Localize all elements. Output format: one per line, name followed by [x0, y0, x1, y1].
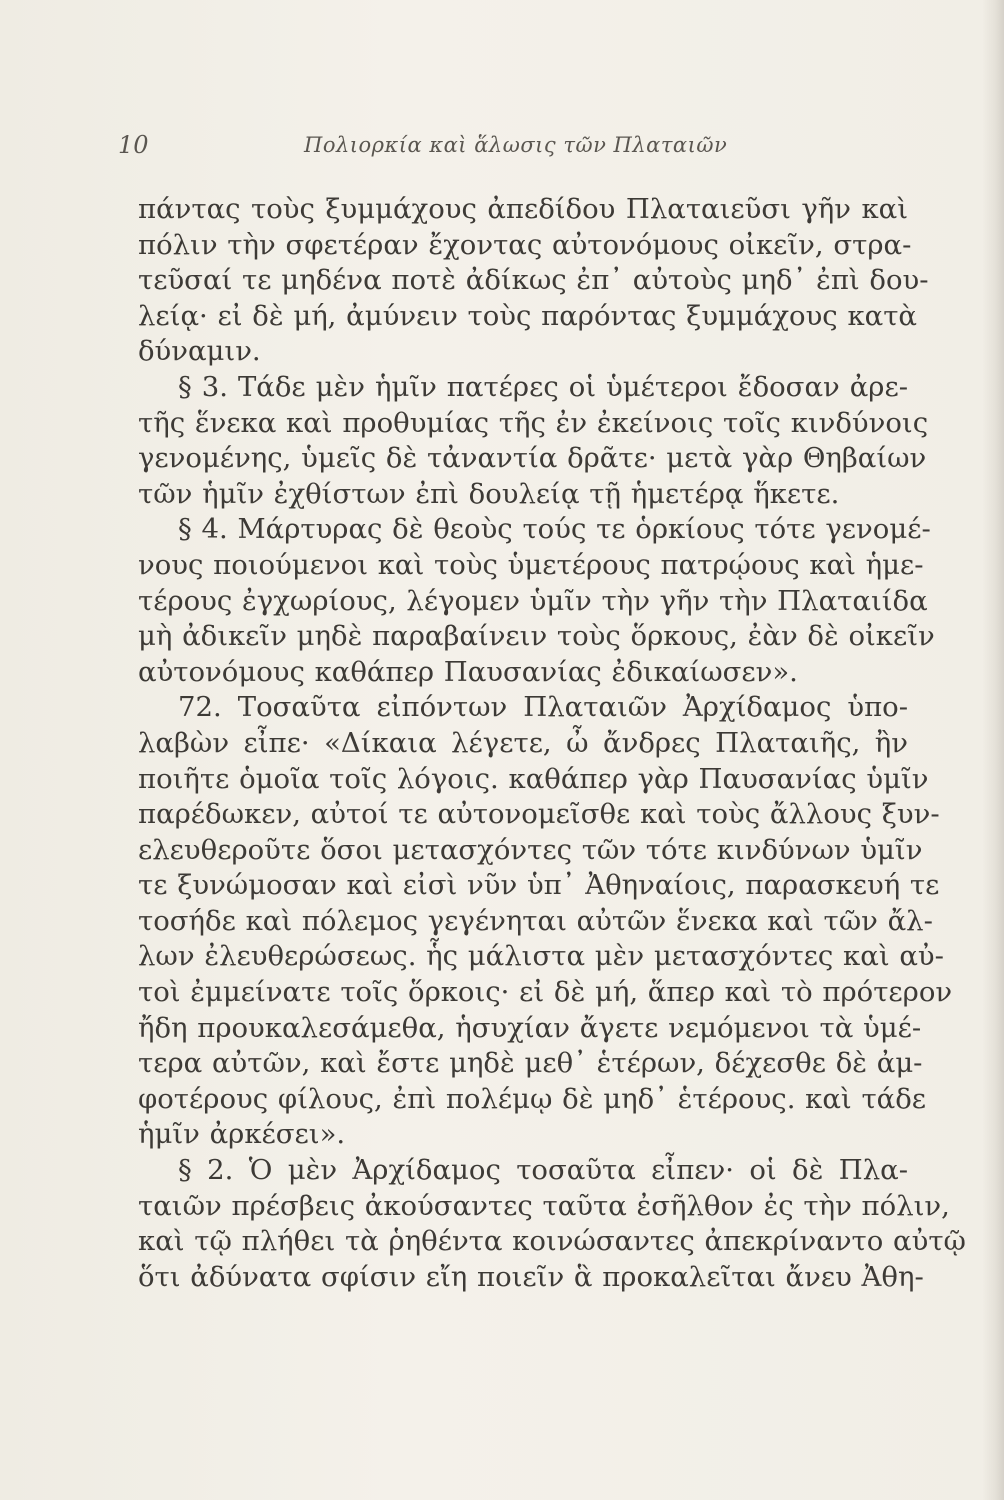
text-line: ελευθεροῦτε ὅσοι μετασχόντες τῶν τότε κινδύνων ὑμῖν [138, 833, 923, 866]
text-line: λαβὼν εἶπε· «Δίκαια λέγετε, ὦ ἄνδρες Πλαταιῆς, ἢν [138, 726, 908, 759]
text-line: καὶ τῷ πλήθει τὰ ῥηθέντα κοινώσαντες ἀπεκρίναντο αὐτῷ [138, 1225, 966, 1258]
text-line: § 2. Ὁ μὲν Ἀρχίδαμος τοσαῦτα εἶπεν· οἱ δὲ Πλα- [178, 1154, 908, 1187]
text-line: τοὶ ἐμμείνατε τοῖς ὅρκοις· εἰ δὲ μή, ἅπερ καὶ τὸ πρότερον [138, 976, 953, 1009]
text-line: τῆς ἕνεκα καὶ προθυμίας τῆς ἐν ἐκείνοις τοῖς κινδύνοις [138, 406, 929, 439]
text-line: § 3. Τάδε μὲν ἡμῖν πατέρες οἱ ὑμέτεροι ἔδοσαν ἀρε- [178, 370, 908, 403]
text-line: λων ἐλευθερώσεως. ἧς μάλιστα μὲν μετασχόντες καὶ αὐ- [138, 940, 944, 973]
body-text [138, 192, 966, 1295]
text-line: μὴ ἀδικεῖν μηδὲ παραβαίνειν τοὺς ὅρκους, ἐὰν δὲ οἰκεῖν [138, 620, 935, 653]
text-line: νους ποιούμενοι καὶ τοὺς ὑμετέρους πατρῴους καὶ ἡμε- [138, 548, 924, 581]
text-line: τερα αὐτῶν, καὶ ἔστε μηδὲ μεθ᾽ ἑτέρων, δέχεσθε δὲ ἀμ- [138, 1047, 923, 1080]
text-line: πόλιν τὴν σφετέραν ἔχοντας αὐτονόμους οἰκεῖν, στρα- [138, 228, 912, 261]
text-line: πάντας τοὺς ξυμμάχους ἀπεδίδου Πλαταιεῦσι γῆν καὶ [138, 193, 908, 225]
text-line: τεῦσαί τε μηδένα ποτὲ ἀδίκως ἐπ᾽ αὐτοὺς μηδ᾽ ἐπὶ δου- [138, 264, 929, 297]
text-line: δύναμιν. [138, 335, 261, 368]
text-line: ὅτι ἀδύνατα σφίσιν εἴη ποιεῖν ἃ προκαλεῖται ἄνευ Ἀθη- [138, 1260, 924, 1293]
text-line: ταιῶν πρέσβεις ἀκούσαντες ταῦτα ἐσῆλθον ἐς τὴν πόλιν, [138, 1189, 950, 1222]
page-gutter-shadow [982, 0, 1004, 1500]
text-line: τοσήδε καὶ πόλεμος γεγένηται αὐτῶν ἕνεκα καὶ τῶν ἄλ- [138, 904, 933, 937]
page-number: 10 [118, 131, 149, 159]
text-line: παρέδωκεν, αὐτοί τε αὐτονομεῖσθε καὶ τοὺς ἄλλους ξυν- [138, 798, 940, 831]
running-title: Πολιορκία καὶ ἅλωσις τῶν Πλαταιῶν [304, 133, 728, 157]
text-line: ἡμῖν ἀρκέσει». [138, 1118, 346, 1151]
text-line: αὐτονόμους καθάπερ Παυσανίας ἐδικαίωσεν». [138, 655, 798, 688]
text-line: 72. Τοσαῦτα εἰπόντων Πλαταιῶν Ἀρχίδαμος ὑπο- [178, 691, 908, 724]
text-line: φοτέρους φίλους, ἐπὶ πολέμῳ δὲ μηδ᾽ ἑτέρους. καὶ τάδε [138, 1082, 927, 1115]
text-line: τε ξυνώμοσαν καὶ εἰσὶ νῦν ὑπ᾽ Ἀθηναίοις, παρασκευή τε [138, 869, 940, 902]
page-header [118, 131, 908, 159]
text-line: ἤδη προυκαλεσάμεθα, ἡσυχίαν ἄγετε νεμόμενοι τὰ ὑμέ- [138, 1011, 922, 1044]
text-line: τέρους ἐγχωρίους, λέγομεν ὑμῖν τὴν γῆν τὴν Πλαταιίδα [138, 584, 928, 617]
text-line: γενομένης, ὑμεῖς δὲ τἀναντία δρᾶτε· μετὰ γὰρ Θηβαίων [138, 442, 927, 475]
text-line: § 4. Μάρτυρας δὲ θεοὺς τούς τε ὁρκίους τότε γενομέ- [178, 513, 931, 546]
text-line: τῶν ἡμῖν ἐχθίστων ἐπὶ δουλείᾳ τῇ ἡμετέρᾳ ἥκετε. [138, 477, 840, 510]
text-line: ποιῆτε ὁμοῖα τοῖς λόγοις. καθάπερ γὰρ Παυσανίας ὑμῖν [138, 762, 929, 795]
text-line: λείᾳ· εἰ δὲ μή, ἀμύνειν τοὺς παρόντας ξυμμάχους κατὰ [138, 299, 917, 332]
